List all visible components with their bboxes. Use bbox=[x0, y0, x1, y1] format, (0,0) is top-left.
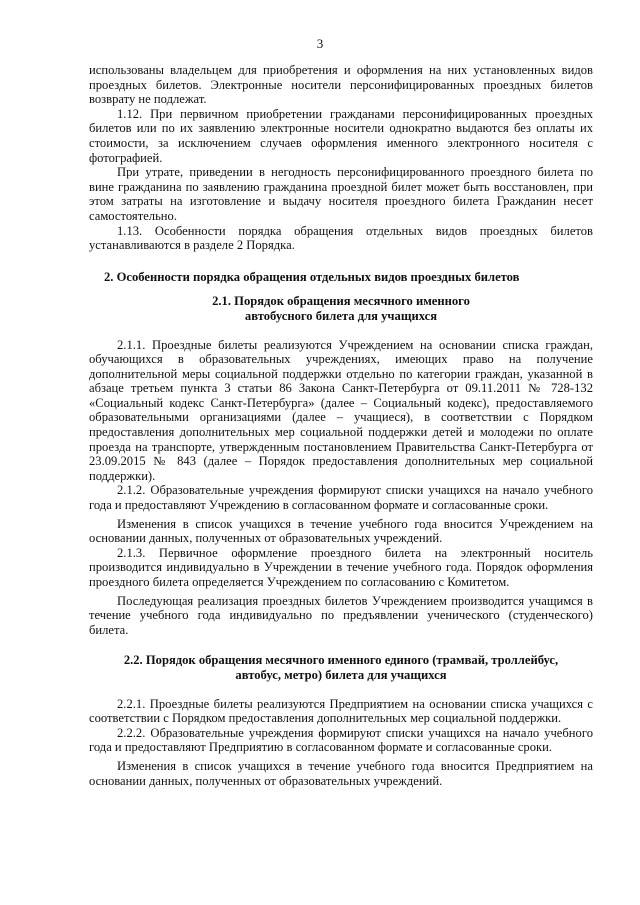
section-2-2-heading bbox=[89, 653, 593, 682]
paragraph: 2.2.1. Проездные билеты реализуются Предприятием на основании списка учащихся с соответствии с Порядком предоставления дополнительных мер социальной поддержки. bbox=[89, 696, 593, 726]
paragraph: 1.13. Особенности порядка обращения отдельных видов проездных билетов устанавливаются в разделе 2 Порядка. bbox=[89, 223, 593, 253]
section-2-1-heading-line2: автобусного билета для учащихся bbox=[244, 308, 438, 323]
paragraph: 2.1.3. Первичное оформление проездного билета на электронный носитель производится индивидуально в Учреждении в течение учебного года. Порядок оформления проездного билета определяется Учреждением по согласованию с Комитетом. bbox=[89, 545, 593, 589]
section-2-2-heading-line2: автобус, метро) билета для учащихся bbox=[235, 667, 447, 682]
paragraph: 1.12. При первичном приобретении гражданами персонифицированных проездных билетов или по их заявлению электронные носители однократно выдаются без оплаты их стоимости, за исключением случаев оформления именного электронного носителя с фотографией. bbox=[89, 106, 593, 165]
section-2-2-heading-line1: 2.2. Порядок обращения месячного именного единого (трамвай, троллейбус, bbox=[123, 653, 559, 668]
paragraph: Изменения в список учащихся в течение учебного года вносится Предприятием на основании данных, полученных от образовательных учреждений. bbox=[89, 758, 593, 788]
paragraph: использованы владельцем для приобретения и оформления на них установленных видов проездных билетов. Электронные носители персонифицированных проездных билетов возврату не подлежат. bbox=[89, 63, 593, 107]
paragraph: 2.1.2. Образовательные учреждения формируют списки учащихся на начало учебного года и предоставляют Учреждению в согласованном формате и согласованные сроки. bbox=[89, 483, 593, 513]
section-2-1-heading bbox=[89, 294, 593, 323]
page-number: 3 bbox=[316, 36, 324, 51]
section-2-heading: 2. Особенности порядка обращения отдельных видов проездных билетов bbox=[104, 269, 520, 284]
section-2-1-heading-line1: 2.1. Порядок обращения месячного именного bbox=[212, 294, 470, 309]
paragraph: 2.2.2. Образовательные учреждения формируют списки учащихся на начало учебного года и предоставляют Предприятию в согласованном формате и согласованные сроки. bbox=[89, 725, 593, 755]
paragraph: Последующая реализация проездных билетов Учреждением производится учащимся в течение учебного года индивидуально по предъявлении ученического (студенческого) билета. bbox=[89, 593, 593, 637]
document-body bbox=[89, 63, 593, 788]
paragraph: 2.1.1. Проездные билеты реализуются Учреждением на основании списка граждан, обучающихся в образовательных учреждениях, имеющих право на получение дополнительной меры социальной поддержки отдельно по категории граждан, указанной в абзаце третьем пункта 3 статьи 86 Закона Санкт-Петербурга от 09.11.2011 № 728-132 «Социальный кодекс Санкт-Петербурга» (далее – Социальный кодекс), предоставляемого образовательными организациями (далее – учащиеся), в соответствии с Порядком предоставления дополнительных мер социальной поддержки детей и молодежи по оплате проезда на транспорте, утвержденным постановлением Правительства Санкт-Петербурга от 23.09.2015 № 843 (далее – Порядок предоставления дополнительных мер социальной поддержки). bbox=[89, 337, 593, 483]
paragraph: Изменения в список учащихся в течение учебного года вносится Учреждением на основании данных, полученных от образовательных учреждений. bbox=[89, 516, 593, 546]
paragraph: При утрате, приведении в негодность персонифицированного проездного билета по вине гражданина по заявлению гражданина проездной билет может быть восстановлен, при этом затраты на изготовление и выдачу носителя проездного билета Гражданин несет самостоятельно. bbox=[89, 165, 593, 223]
